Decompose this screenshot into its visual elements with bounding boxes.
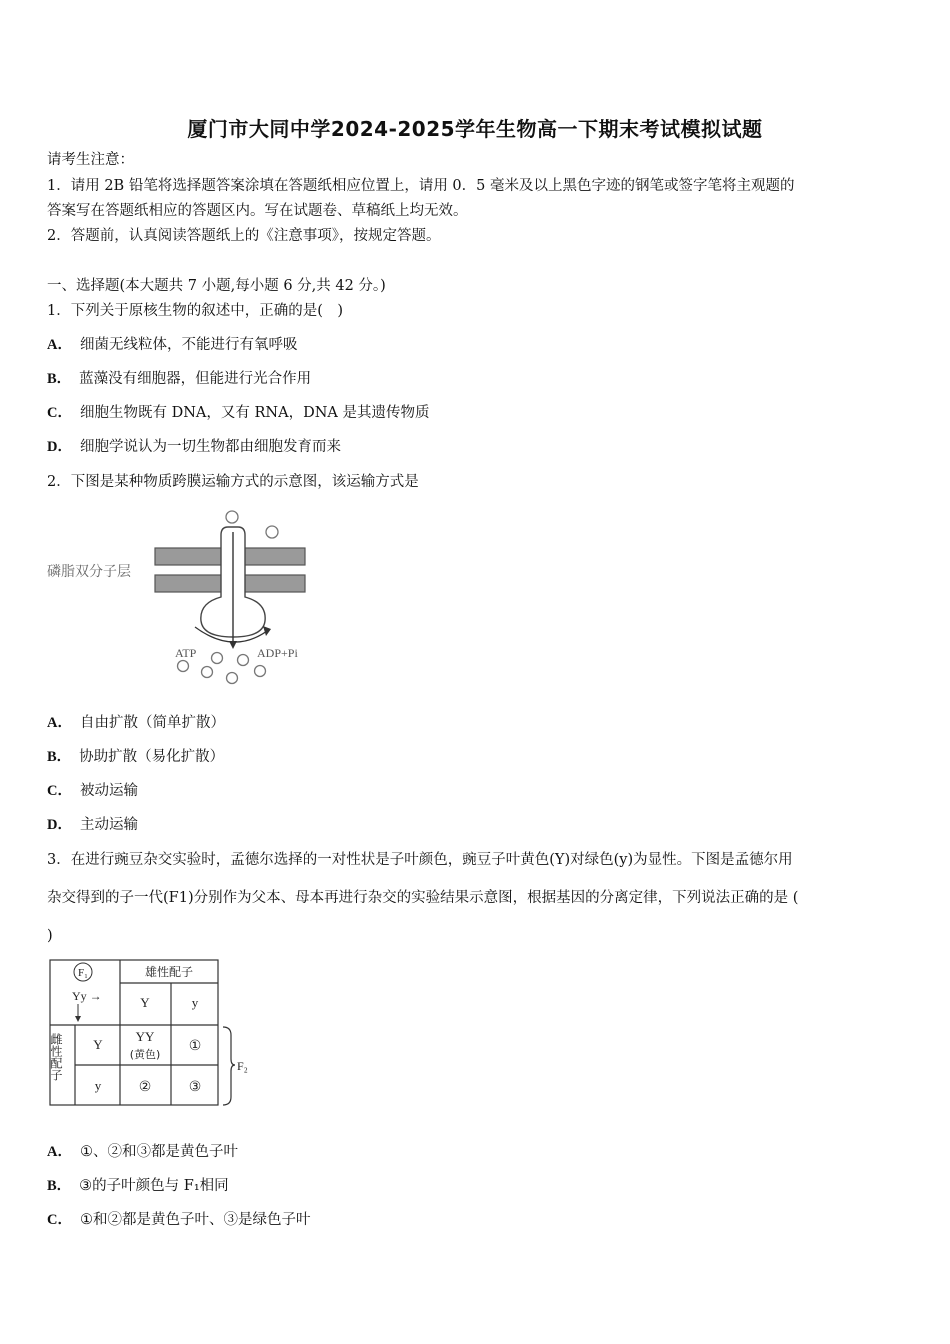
atp-label: ATP [175, 646, 197, 660]
molecule-icon [178, 661, 189, 672]
col-y: y [191, 995, 199, 1010]
male-gamete-header: 雄性配子 [144, 965, 194, 979]
f2-brace [223, 1027, 235, 1105]
membrane-label: 磷脂双分子层 [47, 564, 131, 580]
q3-option-a: A． ①、②和③都是黄色子叶 [47, 1144, 238, 1160]
q3-stem-line-1: 3．在进行豌豆杂交实验时，孟德尔选择的一对性状是子叶颜色，豌豆子叶黄色(Y)对绿色(y)为显性。下图是孟德尔用 [47, 852, 793, 868]
notice-line-2: 答案写在答题纸相应的答题区内。写在试题卷、草稿纸上均无效。 [47, 203, 468, 219]
notice-line-3: 2．答题前，认真阅读答题纸上的《注意事项》，按规定答题。 [47, 228, 441, 244]
female-gamete-header: 雌性配子 [49, 1033, 63, 1081]
q1-option-c: C． 细胞生物既有 DNA，又有 RNA，DNA 是其遗传物质 [47, 405, 430, 421]
f1-label: F₁ [78, 967, 88, 979]
section-heading: 一、选择题(本大题共 7 小题,每小题 6 分,共 42 分。) [47, 278, 386, 294]
molecule-icon [255, 666, 266, 677]
q3-stem-line-2: 杂交得到的子一代(F1)分别作为父本、母本再进行杂交的实验结果示意图，根据基因的分离定律，下列说法正确的是 ( [47, 890, 799, 906]
q1-option-a: A． 细菌无线粒体，不能进行有氧呼吸 [47, 337, 298, 353]
q2-option-d: D． 主动运输 [47, 817, 138, 833]
notice-line-1: 1．请用 2B 铅笔将选择题答案涂填在答题纸相应位置上，请用 0．5 毫米及以上黑色字迹的钢笔或签字笔将主观题的 [47, 178, 795, 194]
molecule-icon [212, 653, 223, 664]
page-title: 厦门市大同中学2024-2025学年生物高一下期末考试模拟试题 [187, 117, 763, 141]
cell-YY-note: (黄色) [129, 1048, 161, 1061]
molecule-icon [227, 673, 238, 684]
cell-1: ① [188, 1038, 202, 1054]
col-Y: Y [140, 995, 150, 1010]
q2-option-b: B． 协助扩散（易化扩散） [47, 749, 225, 765]
adp-label: ADP+Pi [257, 646, 298, 660]
row-y: y [94, 1078, 102, 1093]
punnett-square-figure [45, 955, 260, 1110]
membrane-transport-figure [45, 505, 325, 695]
q1-option-d: D． 细胞学说认为一切生物都由细胞发育而来 [47, 439, 341, 455]
q3-option-b: B． ③的子叶颜色与 F₁相同 [47, 1178, 229, 1194]
q1-stem: 1．下列关于原核生物的叙述中，正确的是( ) [47, 303, 344, 319]
cell-YY: YY [135, 1029, 155, 1044]
molecule-icon [266, 526, 278, 538]
cell-2: ② [138, 1079, 152, 1095]
molecule-icon [226, 511, 238, 523]
q3-stem-line-3: ) [47, 928, 53, 944]
q3-option-c: C． ①和②都是黄色子叶、③是绿色子叶 [47, 1212, 311, 1228]
q2-stem: 2．下图是某种物质跨膜运输方式的示意图，该运输方式是 [47, 474, 419, 490]
yy-arrow-label: Yy → [72, 989, 102, 1003]
notice-heading: 请考生注意： [47, 152, 134, 168]
f2-label: F₂ [237, 1059, 248, 1073]
row-Y: Y [93, 1037, 103, 1052]
molecule-icon [238, 655, 249, 666]
q1-option-b: B． 蓝藻没有细胞器，但能进行光合作用 [47, 371, 312, 387]
q2-option-c: C． 被动运输 [47, 783, 138, 799]
cell-3: ③ [188, 1079, 202, 1095]
molecule-icon [202, 667, 213, 678]
q2-option-a: A． 自由扩散（简单扩散） [47, 715, 225, 731]
